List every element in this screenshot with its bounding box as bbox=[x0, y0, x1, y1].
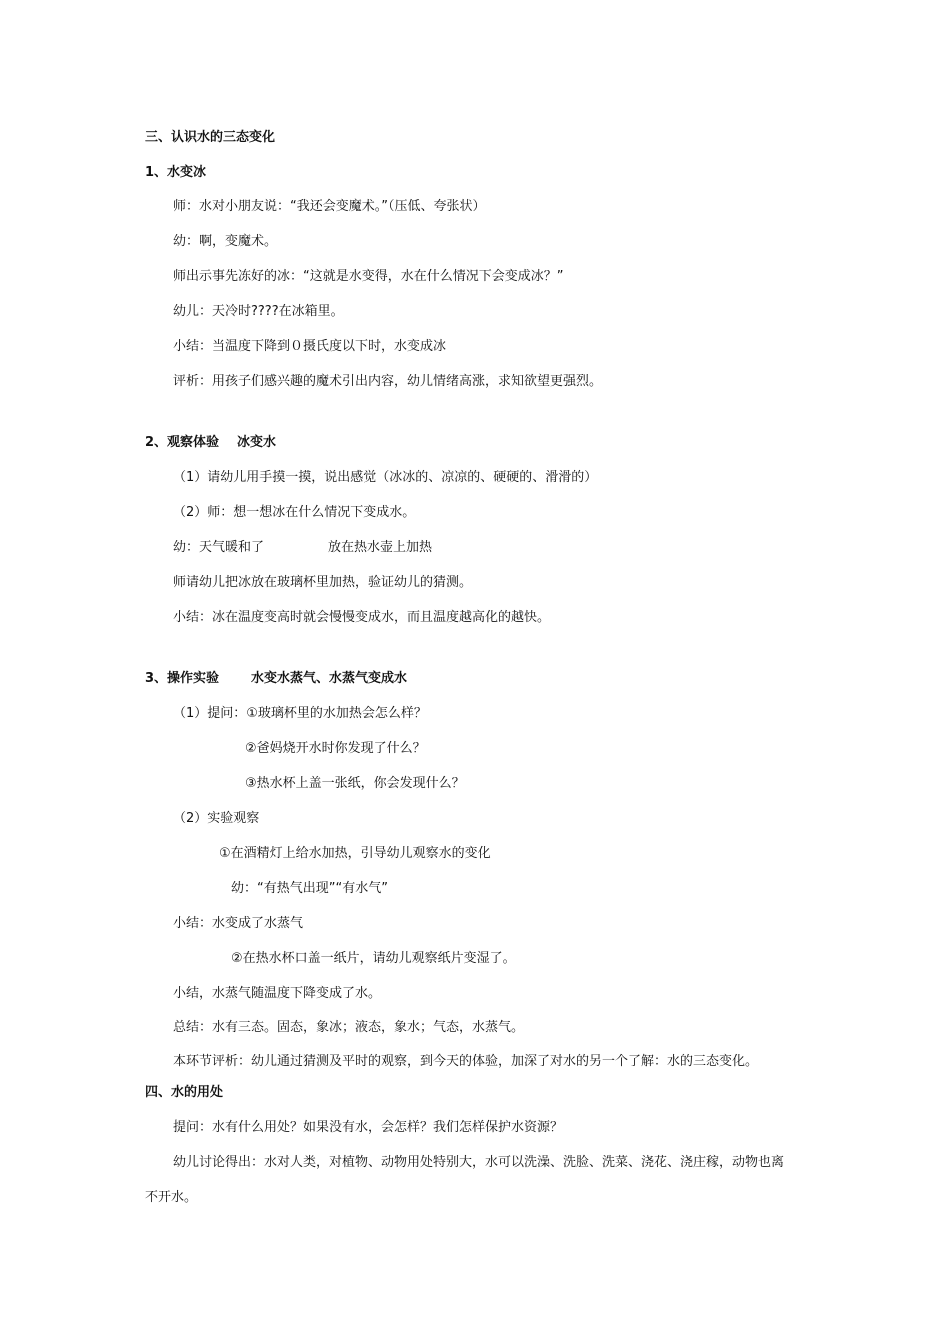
part-2-answer-row bbox=[173, 539, 432, 557]
part-3-observation-1-answer: 幼：“有热气出现”“有水气” bbox=[231, 881, 388, 896]
part-3-observation-1: ①在酒精灯上给水加热，引导幼儿观察水的变化 bbox=[219, 846, 491, 861]
part-1-line-1: 师：水对小朋友说：“我还会变魔术。”（压低、夸张状） bbox=[173, 199, 486, 214]
part-3-summary-2: 小结，水蒸气随温度下降变成了水。 bbox=[173, 986, 382, 1001]
part-3-question-3: ③热水杯上盖一张纸，你会发现什么？ bbox=[245, 776, 465, 791]
part-2-line-1: （1）请幼儿用手摸一摸，说出感觉（冰冰的、凉凉的、硬硬的、滑滑的） bbox=[173, 470, 598, 485]
part-2-answer-a: 幼：天气暖和了 bbox=[173, 540, 265, 555]
part-3-observation-2: ②在热水杯口盖一纸片，请幼儿观察纸片变湿了。 bbox=[231, 951, 516, 966]
part-2-line-3: 师请幼儿把冰放在玻璃杯里加热，验证幼儿的猜测。 bbox=[173, 575, 473, 590]
part-2-heading-number: 2、观察体验 bbox=[145, 435, 220, 450]
section-4-title: 四、水的用处 bbox=[145, 1085, 224, 1100]
section-4-discussion-continued: 不开水。 bbox=[145, 1190, 198, 1205]
section-4-discussion: 幼儿讨论得出：水对人类，对植物、动物用处特别大，水可以洗澡、洗脸、洗菜、浇花、浇庄稼，动物也离 bbox=[173, 1155, 785, 1170]
part-3-summary-1: 小结：水变成了水蒸气 bbox=[173, 916, 304, 931]
section-4-question: 提问：水有什么用处？如果没有水，会怎样？我们怎样保护水资源？ bbox=[173, 1120, 564, 1135]
part-2-line-4: 小结：冰在温度变高时就会慢慢变成水，而且温度越高化的越快。 bbox=[173, 610, 551, 625]
part-3-heading-topic: 水变水蒸气、水蒸气变成水 bbox=[251, 671, 408, 686]
part-2-heading-topic: 冰变水 bbox=[237, 435, 277, 450]
part-3-question-1: （1）提问：①玻璃杯里的水加热会怎么样？ bbox=[173, 706, 427, 721]
part-2-answer-b: 放在热水壶上加热 bbox=[328, 540, 433, 555]
part-3-heading bbox=[145, 670, 407, 688]
part-1-line-5: 小结：当温度下降到０摄氏度以下时，水变成冰 bbox=[173, 339, 447, 354]
section-3-title: 三、认识水的三态变化 bbox=[145, 130, 276, 145]
part-2-heading bbox=[145, 434, 276, 452]
part-3-observation: （2）实验观察 bbox=[173, 811, 260, 826]
part-1-line-3: 师出示事先冻好的冰：“这就是水变得，水在什么情况下会变成冰？” bbox=[173, 269, 564, 284]
part-3-review: 本环节评析：幼儿通过猜测及平时的观察，到今天的体验，加深了对水的另一个了解：水的三态变化。 bbox=[173, 1054, 759, 1069]
part-2-line-2: （2）师：想一想冰在什么情况下变成水。 bbox=[173, 505, 416, 520]
part-3-total: 总结：水有三态。固态，象冰；液态，象水；气态，水蒸气。 bbox=[173, 1020, 525, 1035]
part-1-line-6: 评析：用孩子们感兴趣的魔术引出内容，幼儿情绪高涨，求知欲望更强烈。 bbox=[173, 374, 603, 389]
part-1-line-4: 幼儿：天冷时????在冰箱里。 bbox=[173, 304, 344, 319]
part-3-heading-number: 3、操作实验 bbox=[145, 671, 220, 686]
part-1-heading: 1、水变冰 bbox=[145, 165, 207, 180]
part-3-question-2: ②爸妈烧开水时你发现了什么？ bbox=[245, 741, 426, 756]
part-1-line-2: 幼：啊，变魔术。 bbox=[173, 234, 278, 249]
